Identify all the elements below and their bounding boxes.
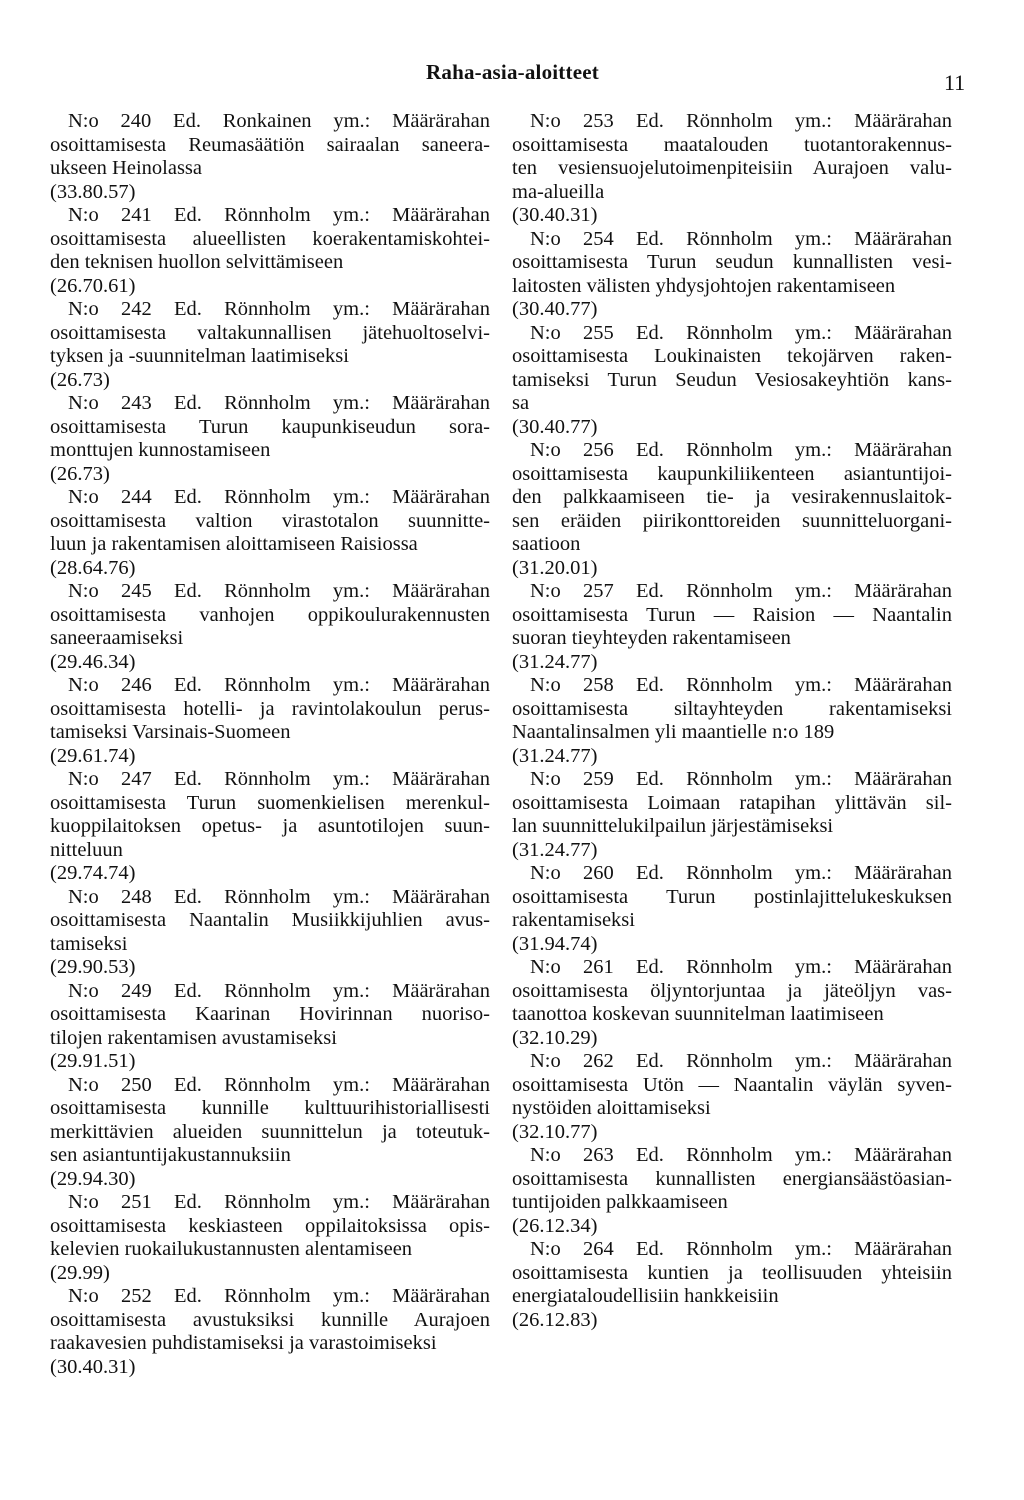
motion-entry — [512, 1144, 952, 1238]
entry-text-line: taanottoa koskevan suunnitelman laatimiseen — [512, 1003, 884, 1025]
entry-heading-line: N:o 247 Ed. Rönnholm ym.: Määrärahan — [68, 768, 490, 790]
entry-text-line: nystöiden aloittamiseksi — [512, 1097, 711, 1119]
entry-heading-line: N:o 255 Ed. Rönnholm ym.: Määrärahan — [530, 321, 952, 344]
entry-text-line: monttujen kunnostamiseen — [50, 439, 271, 461]
entry-reference: (28.64.76) — [50, 556, 136, 579]
motion-entry — [512, 228, 952, 322]
entry-heading-line: N:o 254 Ed. Rönnholm ym.: Määrärahan — [530, 227, 952, 250]
entry-text-line: ma-alueilla — [512, 180, 605, 203]
entry-reference: (31.24.77) — [512, 838, 598, 861]
entry-text-line: osoittamisesta Naantalin Musiikkijuhlien avus- — [50, 909, 490, 931]
entry-text-line: osoittamisesta Loukinaisten tekojärven raken- — [512, 345, 952, 367]
entry-text-line: osoittamisesta valtion virastotalon suunnitte- — [50, 509, 490, 532]
entry-reference: (29.99) — [50, 1261, 110, 1284]
entry-heading-line: N:o 260 Ed. Rönnholm ym.: Määrärahan — [530, 862, 952, 884]
entry-text-line: suoran tieyhteyden rakentamiseen — [512, 627, 791, 649]
entry-text-line: osoittamisesta keskiasteen oppilaitoksissa opis- — [50, 1214, 490, 1237]
entry-text-line: tyksen ja -suunnitelman laatimiseksi — [50, 345, 349, 367]
entry-text-line: saatioon — [512, 533, 581, 555]
entry-text-line: osoittamisesta Turun — Raision — Naantalin — [512, 603, 952, 626]
motion-entry — [50, 1074, 490, 1192]
entry-reference: (31.24.77) — [512, 650, 598, 673]
entry-text-line: tamiseksi Turun Seudun Vesiosakeyhtiön kans- — [512, 368, 952, 391]
running-header — [0, 60, 1024, 95]
entry-heading-line: N:o 241 Ed. Rönnholm ym.: Määrärahan — [68, 204, 490, 226]
entry-text-line: nitteluun — [50, 838, 123, 861]
entry-heading-line: N:o 259 Ed. Rönnholm ym.: Määrärahan — [530, 768, 952, 790]
motion-entry — [512, 439, 952, 580]
entry-heading-line: N:o 249 Ed. Rönnholm ym.: Määrärahan — [68, 979, 490, 1002]
motion-entry — [512, 322, 952, 440]
entry-heading-line: N:o 246 Ed. Rönnholm ym.: Määrärahan — [68, 674, 490, 696]
entry-reference: (26.73) — [50, 462, 110, 485]
entry-reference: (29.90.53) — [50, 956, 136, 978]
entry-text-line: osoittamisesta siltayhteyden rakentamiseksi — [512, 697, 952, 720]
entry-reference: (31.20.01) — [512, 556, 598, 579]
entry-heading-line: N:o 263 Ed. Rönnholm ym.: Määrärahan — [530, 1144, 952, 1166]
entry-text-line: tamiseksi — [50, 932, 128, 955]
entry-text-line: sen eräiden piirikonttoreiden suunnitteluorgani- — [512, 509, 952, 532]
entry-text-line: laitosten välisten yhdysjohtojen rakentamiseen — [512, 274, 896, 297]
entry-heading-line: N:o 258 Ed. Rönnholm ym.: Määrärahan — [530, 674, 952, 696]
motion-entry — [512, 956, 952, 1050]
entry-text-line: osoittamisesta Turun kaupunkiseudun sora- — [50, 415, 490, 438]
entry-text-line: lan suunnittelukilpailun järjestämiseksi — [512, 815, 834, 837]
entry-text-line: osoittamisesta Turun postinlajittelukeskuksen — [512, 885, 952, 908]
entry-reference: (26.70.61) — [50, 274, 136, 297]
motion-entry — [50, 486, 490, 580]
entry-reference: (32.10.77) — [512, 1120, 598, 1143]
entry-text-line: den teknisen huollon selvittämiseen — [50, 251, 344, 273]
entry-heading-line: N:o 256 Ed. Rönnholm ym.: Määrärahan — [530, 439, 952, 461]
entry-heading-line: N:o 244 Ed. Rönnholm ym.: Määrärahan — [68, 486, 490, 508]
entry-reference: (30.40.77) — [512, 298, 598, 320]
entry-text-line: kuoppilaitoksen opetus- ja asuntotilojen suun- — [50, 815, 490, 837]
motion-entry — [50, 1285, 490, 1379]
entry-text-line: osoittamisesta maatalouden tuotantorakennus- — [512, 133, 952, 156]
entry-text-line: osoittamisesta Turun suomenkielisen merenkul- — [50, 791, 490, 814]
entry-text-line: osoittamisesta alueellisten koerakentamiskohtei- — [50, 227, 490, 250]
entry-reference: (32.10.29) — [512, 1026, 598, 1049]
motion-entry — [50, 110, 490, 204]
motion-entry — [512, 1050, 952, 1144]
entry-reference: (30.40.31) — [50, 1355, 136, 1378]
entry-text-line: kelevien ruokailukustannusten alentamiseen — [50, 1238, 413, 1260]
entry-text-line: osoittamisesta Turun seudun kunnallisten vesi- — [512, 251, 952, 273]
entry-reference: (29.91.51) — [50, 1050, 136, 1072]
entry-text-line: osoittamisesta Loimaan ratapihan ylittävän sil- — [512, 791, 952, 814]
entry-reference: (29.61.74) — [50, 744, 136, 767]
entry-reference: (26.12.34) — [512, 1214, 598, 1237]
entry-heading-line: N:o 251 Ed. Rönnholm ym.: Määrärahan — [68, 1191, 490, 1213]
motion-entry — [50, 768, 490, 886]
entry-text-line: rakentamiseksi — [512, 909, 635, 931]
entry-text-line: osoittamisesta vanhojen oppikoulurakennusten — [50, 603, 490, 626]
entry-text-line: sa — [512, 392, 530, 414]
entry-text-line: ten vesiensuojelutoimenpiteisiin Aurajoen valu- — [512, 157, 952, 179]
entry-text-line: osoittamisesta kuntien ja teollisuuden yhteisiin — [512, 1261, 952, 1284]
entry-text-line: energiataloudellisiin hankkeisiin — [512, 1285, 779, 1307]
entry-heading-line: N:o 250 Ed. Rönnholm ym.: Määrärahan — [68, 1073, 490, 1096]
motion-entry — [512, 862, 952, 956]
left-column — [50, 110, 490, 1379]
motion-entry — [50, 674, 490, 768]
entry-reference: (31.24.77) — [512, 744, 598, 767]
entry-text-line: osoittamisesta Reumasäätiön sairaalan saneera- — [50, 133, 490, 156]
entry-reference: (30.40.77) — [512, 415, 598, 438]
entry-text-line: osoittamisesta Kaarinan Hovirinnan nuoriso- — [50, 1003, 490, 1025]
entry-text-line: sen asiantuntijakustannuksiin — [50, 1144, 291, 1166]
right-column — [512, 110, 952, 1332]
entry-text-line: Naantalinsalmen yli maantielle n:o 189 — [512, 721, 835, 743]
entry-text-line: osoittamisesta hotelli- ja ravintolakoulun perus- — [50, 697, 490, 720]
entry-text-line: osoittamisesta kaupunkiliikenteen asiantuntijoi- — [512, 462, 952, 485]
entry-reference: (29.94.30) — [50, 1167, 136, 1190]
entry-text-line: merkittävien alueiden suunnittelun ja toteutuk- — [50, 1120, 490, 1143]
entry-heading-line: N:o 243 Ed. Rönnholm ym.: Määrärahan — [68, 392, 490, 414]
entry-text-line: osoittamisesta kunnille kulttuurihistoriallisesti — [50, 1097, 490, 1119]
entry-reference: (29.46.34) — [50, 650, 136, 673]
entry-reference: (29.74.74) — [50, 862, 136, 884]
entry-reference: (26.73) — [50, 368, 110, 391]
motion-entry — [50, 980, 490, 1074]
entry-reference: (31.94.74) — [512, 932, 598, 955]
entry-heading-line: N:o 264 Ed. Rönnholm ym.: Määrärahan — [530, 1238, 952, 1260]
entry-heading-line: N:o 253 Ed. Rönnholm ym.: Määrärahan — [530, 110, 952, 132]
entry-text-line: osoittamisesta valtakunnallisen jätehuoltoselvi- — [50, 321, 490, 344]
motion-entry — [512, 768, 952, 862]
entry-text-line: luun ja rakentamisen aloittamiseen Raisiossa — [50, 533, 418, 555]
entry-text-line: tuntijoiden palkkaamiseen — [512, 1191, 728, 1213]
entry-heading-line: N:o 242 Ed. Rönnholm ym.: Määrärahan — [68, 298, 490, 320]
entry-text-line: den palkkaamiseen tie- ja vesirakennuslaitok- — [512, 486, 952, 508]
entry-heading-line: N:o 262 Ed. Rönnholm ym.: Määrärahan — [530, 1050, 952, 1072]
page-number: 11 — [944, 70, 966, 95]
motion-entry — [512, 674, 952, 768]
motion-entry — [50, 298, 490, 392]
entry-text-line: ukseen Heinolassa — [50, 157, 202, 179]
entry-reference: (26.12.83) — [512, 1308, 598, 1331]
motion-entry — [50, 1191, 490, 1285]
motion-entry — [512, 1238, 952, 1332]
entry-text-line: tamiseksi Varsinais-Suomeen — [50, 721, 291, 743]
entry-reference: (30.40.31) — [512, 204, 598, 226]
entry-text-line: tilojen rakentamisen avustamiseksi — [50, 1026, 337, 1049]
motion-entry — [50, 392, 490, 486]
motion-entry — [512, 110, 952, 228]
entry-text-line: osoittamisesta avustuksiksi kunnille Aurajoen — [50, 1308, 490, 1331]
entry-text-line: osoittamisesta öljyntorjuntaa ja jäteöljyn vas- — [512, 979, 952, 1002]
entry-heading-line: N:o 248 Ed. Rönnholm ym.: Määrärahan — [68, 885, 490, 908]
motion-entry — [50, 204, 490, 298]
section-title: Raha-asia-aloitteet — [426, 60, 599, 84]
entry-reference: (33.80.57) — [50, 180, 136, 203]
motion-entry — [512, 580, 952, 674]
entry-text-line: saneeraamiseksi — [50, 627, 184, 649]
entry-text-line: osoittamisesta kunnallisten energiansäästöasian- — [512, 1167, 952, 1190]
entry-text-line: osoittamisesta Utön — Naantalin väylän syven- — [512, 1073, 952, 1096]
entry-heading-line: N:o 240 Ed. Ronkainen ym.: Määrärahan — [68, 110, 490, 132]
entry-text-line: raakavesien puhdistamiseksi ja varastoimiseksi — [50, 1332, 437, 1354]
entry-heading-line: N:o 252 Ed. Rönnholm ym.: Määrärahan — [68, 1285, 490, 1307]
entry-heading-line: N:o 261 Ed. Rönnholm ym.: Määrärahan — [530, 956, 952, 978]
entry-heading-line: N:o 257 Ed. Rönnholm ym.: Määrärahan — [530, 580, 952, 602]
motion-entry — [50, 886, 490, 980]
motion-entry — [50, 580, 490, 674]
entry-heading-line: N:o 245 Ed. Rönnholm ym.: Määrärahan — [68, 580, 490, 602]
